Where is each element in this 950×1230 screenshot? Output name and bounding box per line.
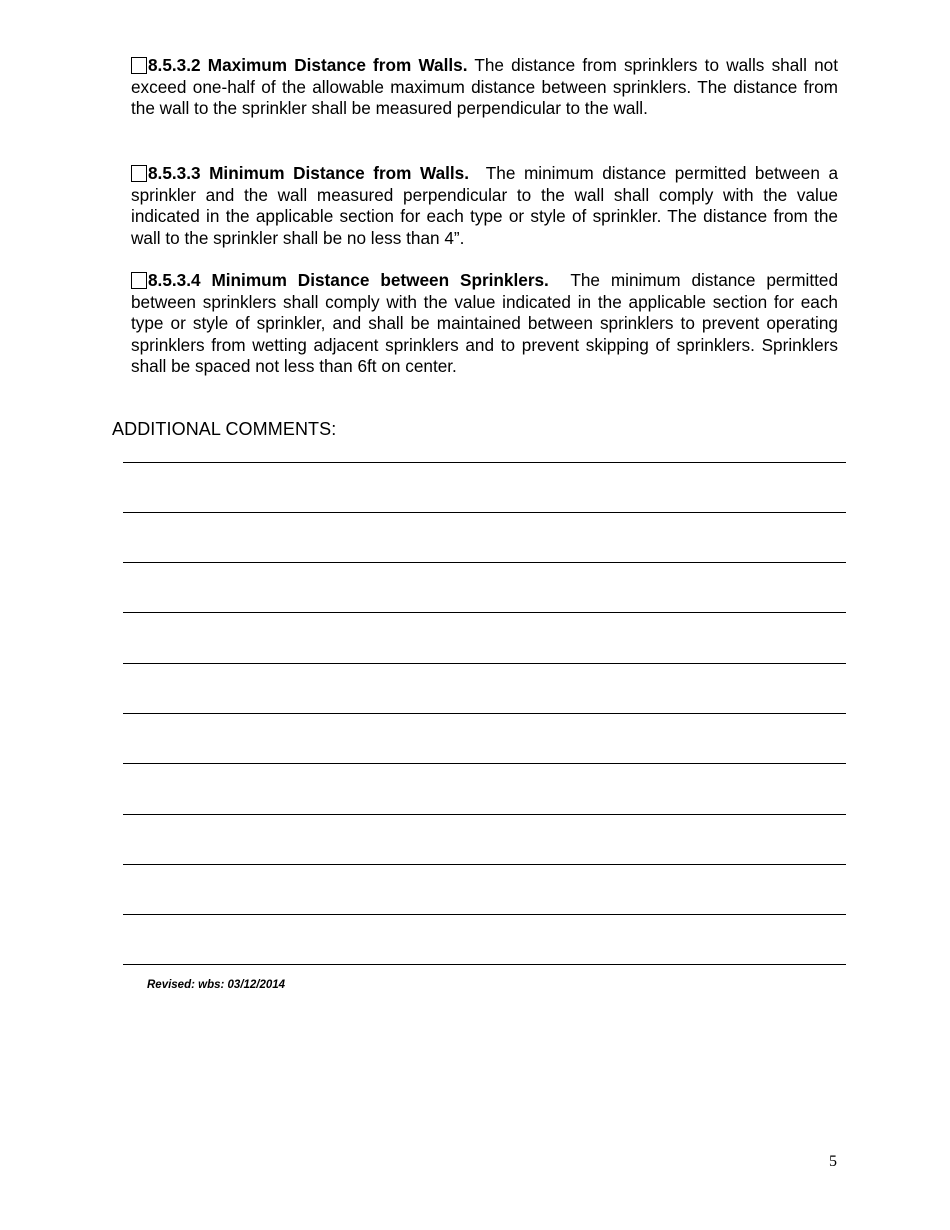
section-body: The distance from sprinklers to walls shall not exceed one-half of the allowable maximum distance between sprinklers. The distance from the wall to the sprinkler shall be measured perpendicular to the wall.: [131, 55, 839, 119]
section-number: 8.5.3.2: [148, 55, 201, 75]
section-body: The minimum distance permitted between sprinklers shall comply with the value indicated in the applicable section for each type or style of sprinkler, and shall be maintained between sprinklers to prevent operating sprinklers from wetting adjacent sprinklers and to prevent skipping of sprinklers. Sprinklers shall be spaced not less than 6ft on center.: [131, 270, 838, 377]
comment-line[interactable]: [123, 512, 846, 513]
additional-comments-label: ADDITIONAL COMMENTS:: [112, 419, 337, 439]
comment-line[interactable]: [123, 713, 846, 714]
comment-line[interactable]: [123, 663, 846, 664]
comment-line[interactable]: [123, 462, 846, 463]
comment-line[interactable]: [123, 814, 846, 815]
section-title: Maximum Distance from Walls.: [207, 55, 468, 75]
section-8-5-3-3: [131, 163, 838, 249]
section-title: Minimum Distance between Sprinklers.: [211, 270, 549, 290]
section-checkbox[interactable]: [131, 272, 147, 289]
section-8-5-3-4: [131, 270, 838, 378]
revision-note: Revised: wbs: 03/12/2014: [147, 979, 286, 991]
section-title: Minimum Distance from Walls.: [209, 163, 470, 183]
comment-line[interactable]: [123, 562, 846, 563]
comment-line[interactable]: [123, 864, 846, 865]
section-number: 8.5.3.4: [148, 270, 201, 290]
comment-line[interactable]: [123, 964, 846, 965]
section-checkbox[interactable]: [131, 165, 147, 182]
section-checkbox[interactable]: [131, 57, 147, 74]
section-8-5-3-2: [131, 55, 838, 120]
comment-line[interactable]: [123, 612, 846, 613]
section-number: 8.5.3.3: [148, 163, 201, 183]
page-number: 5: [829, 1153, 837, 1170]
comment-line[interactable]: [123, 914, 846, 915]
section-body: The minimum distance permitted between a sprinkler and the wall measured perpendicular to the wall shall comply with the value indicated in the applicable section for each type or style of sprinkler. The distance from the wall to the sprinkler shall be no less than 4”.: [131, 163, 839, 248]
comment-line[interactable]: [123, 763, 846, 764]
